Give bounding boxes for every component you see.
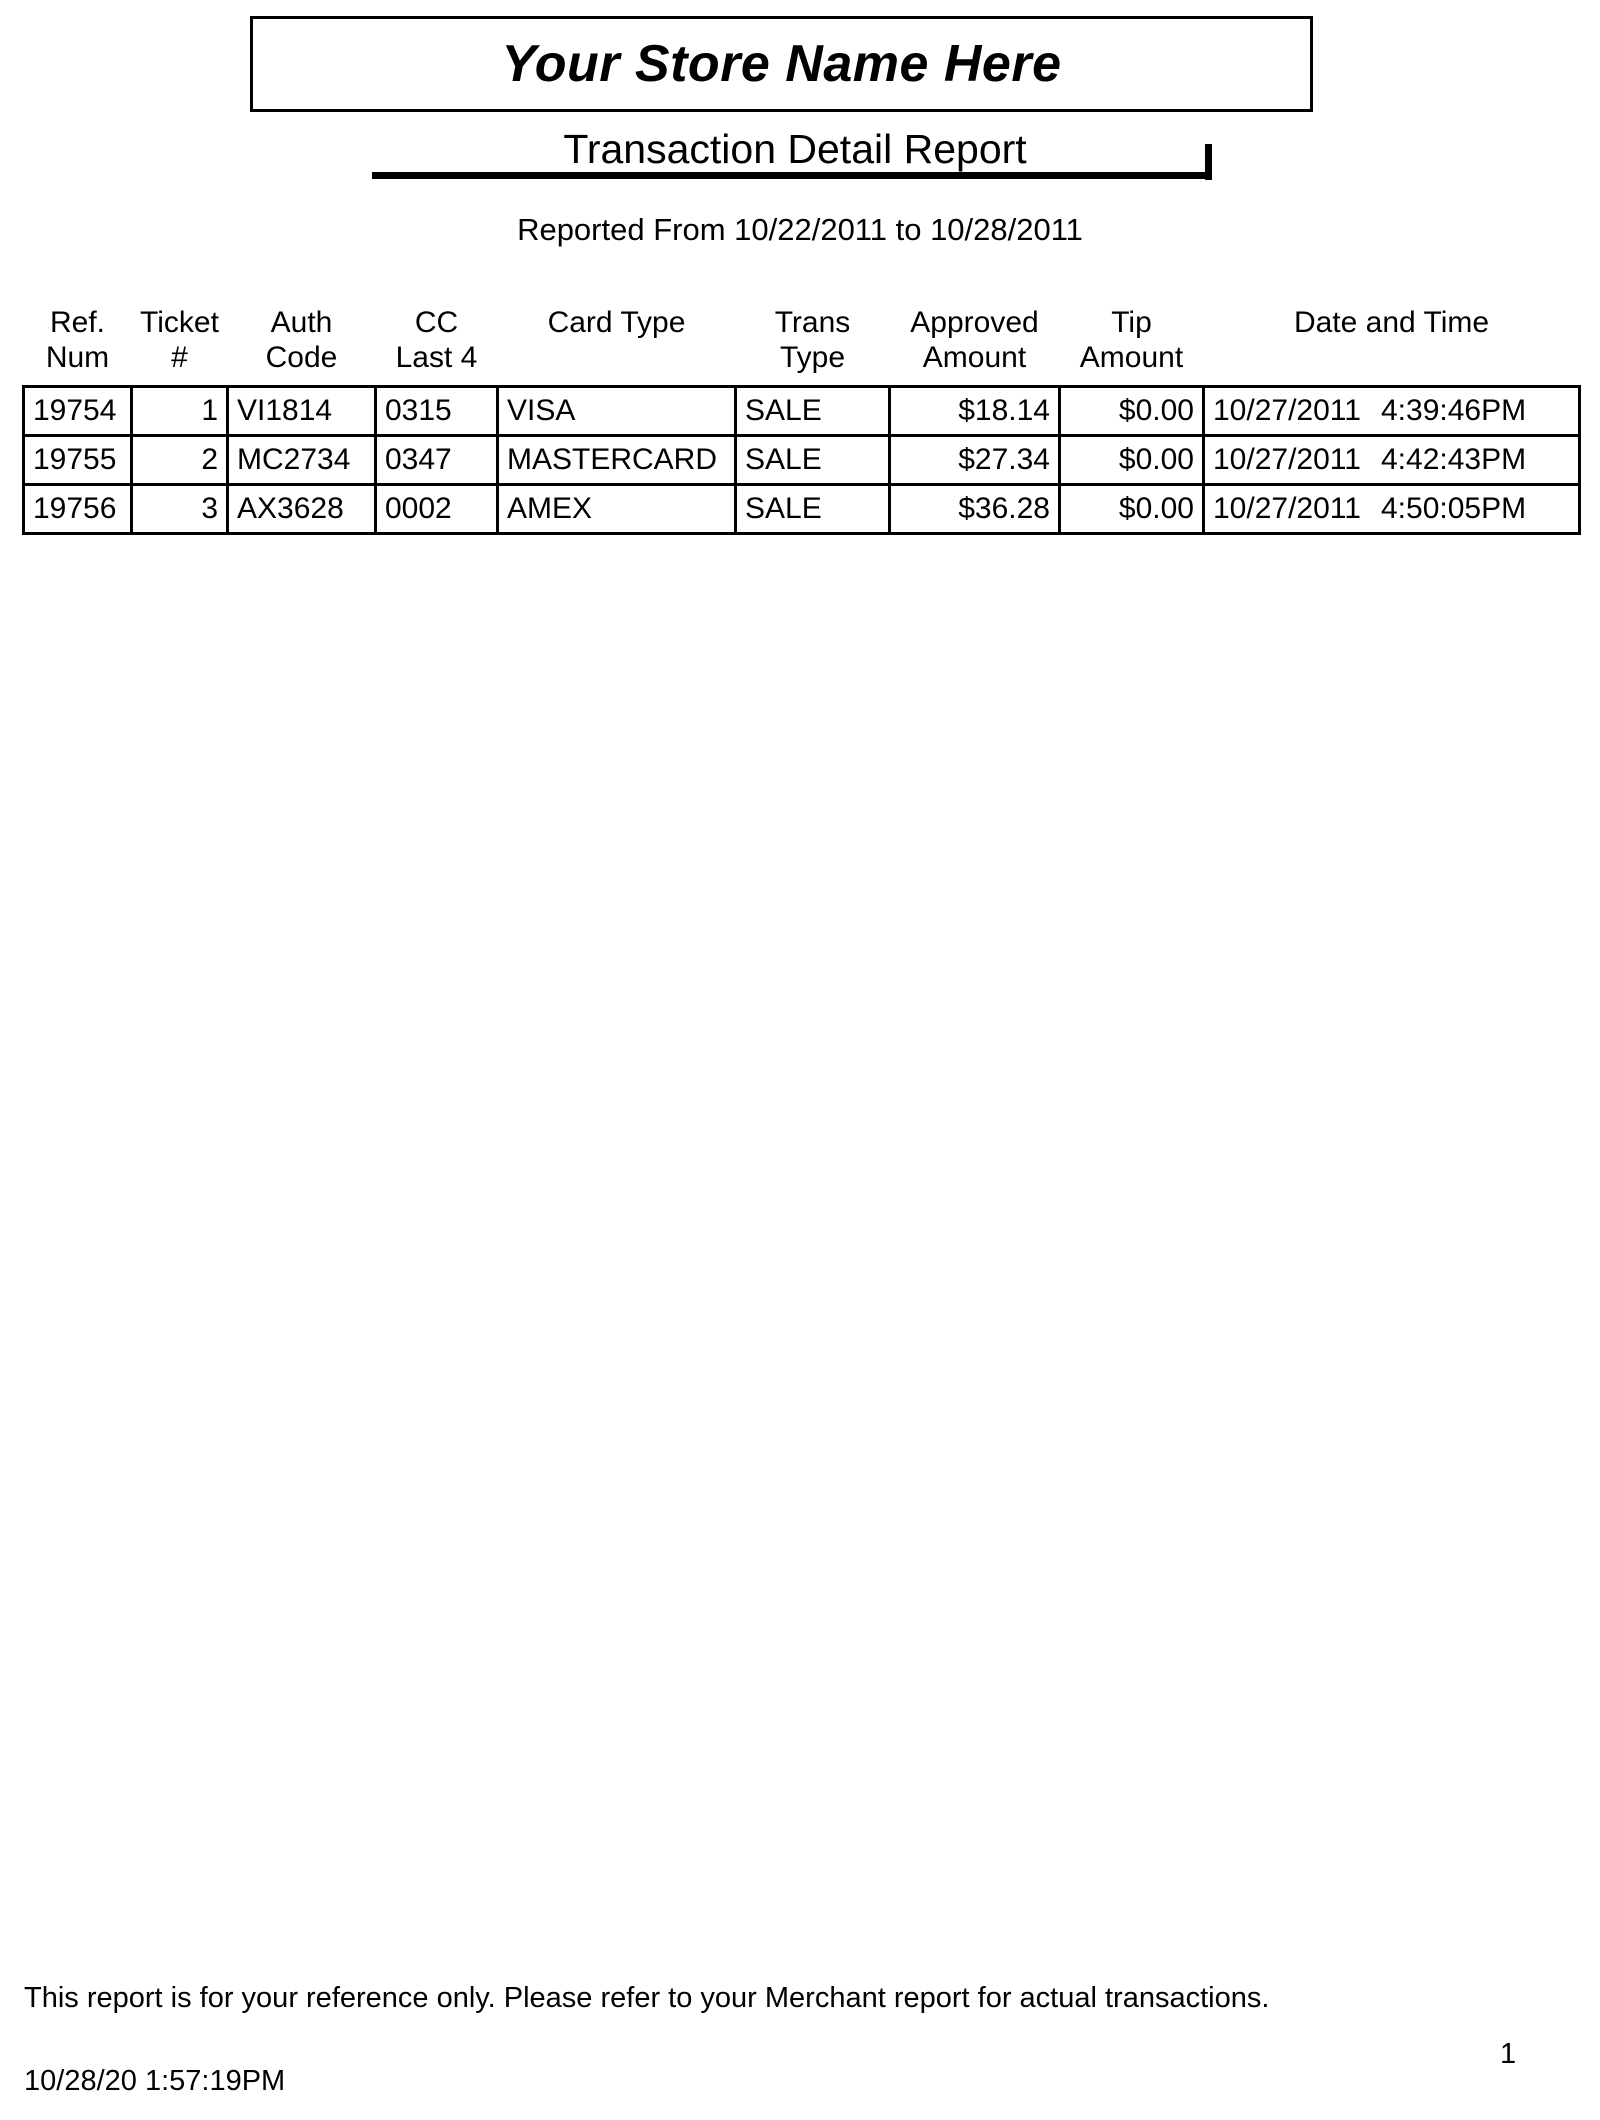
cell-date-time	[1204, 387, 1580, 436]
table-row	[24, 436, 1580, 485]
cell-trans-type: SALE	[736, 436, 890, 485]
cell-approved-amount: $18.14	[890, 387, 1060, 436]
cell-ticket: 2	[132, 436, 228, 485]
cell-tip-amount: $0.00	[1060, 387, 1204, 436]
footer-disclaimer: This report is for your reference only. Please refer to your Merchant report for actual transactions.	[24, 1982, 1270, 2014]
cell-auth-code: AX3628	[228, 485, 376, 534]
cell-tip-amount: $0.00	[1060, 436, 1204, 485]
store-name-box	[250, 16, 1313, 112]
cell-card-type: VISA	[498, 387, 736, 436]
column-header-tip-amount: Tip Amount	[1079, 306, 1184, 375]
report-title-block	[370, 126, 1220, 182]
column-header-cc-last4: CC Last 4	[395, 306, 478, 375]
transaction-table-wrap	[22, 305, 1578, 535]
cell-ticket: 1	[132, 387, 228, 436]
cell-trans-type: SALE	[736, 387, 890, 436]
cell-ticket: 3	[132, 485, 228, 534]
cell-date: 10/27/2011	[1213, 443, 1361, 476]
cell-cc-last4: 0002	[376, 485, 498, 534]
cell-ref-num: 19755	[24, 436, 132, 485]
report-title: Transaction Detail Report	[563, 126, 1027, 172]
table-header-row	[24, 305, 1580, 387]
cell-cc-last4: 0347	[376, 436, 498, 485]
column-header-trans-type: Trans Type	[774, 306, 851, 375]
cell-ref-num: 19756	[24, 485, 132, 534]
title-underline	[372, 172, 1212, 179]
column-header-card-type: Card Type	[547, 306, 686, 339]
cell-time: 4:42:43PM	[1381, 443, 1527, 476]
title-end-tick	[1205, 144, 1212, 180]
cell-tip-amount: $0.00	[1060, 485, 1204, 534]
cell-card-type: MASTERCARD	[498, 436, 736, 485]
table-row	[24, 387, 1580, 436]
cell-auth-code: VI1814	[228, 387, 376, 436]
page-number: 1	[1500, 2038, 1517, 2070]
column-header-ticket: Ticket #	[140, 306, 219, 375]
cell-time: 4:39:46PM	[1381, 394, 1527, 427]
cell-trans-type: SALE	[736, 485, 890, 534]
column-header-approved-amount: Approved Amount	[910, 306, 1039, 375]
cell-date: 10/27/2011	[1213, 394, 1361, 427]
cell-ref-num: 19754	[24, 387, 132, 436]
cell-date-time	[1204, 436, 1580, 485]
footer-timestamp: 10/28/20 1:57:19PM	[24, 2065, 286, 2097]
cell-card-type: AMEX	[498, 485, 736, 534]
cell-date: 10/27/2011	[1213, 492, 1361, 525]
column-header-date-time: Date and Time	[1293, 306, 1490, 339]
cell-approved-amount: $36.28	[890, 485, 1060, 534]
cell-cc-last4: 0315	[376, 387, 498, 436]
cell-auth-code: MC2734	[228, 436, 376, 485]
report-date-range: Reported From 10/22/2011 to 10/28/2011	[517, 212, 1083, 247]
transaction-table	[22, 305, 1581, 535]
column-header-ref-num: Ref. Num	[45, 306, 110, 375]
cell-time: 4:50:05PM	[1381, 492, 1527, 525]
cell-date-time	[1204, 485, 1580, 534]
table-row	[24, 485, 1580, 534]
column-header-auth-code: Auth Code	[265, 306, 338, 375]
cell-approved-amount: $27.34	[890, 436, 1060, 485]
store-name: Your Store Name Here	[501, 35, 1062, 93]
